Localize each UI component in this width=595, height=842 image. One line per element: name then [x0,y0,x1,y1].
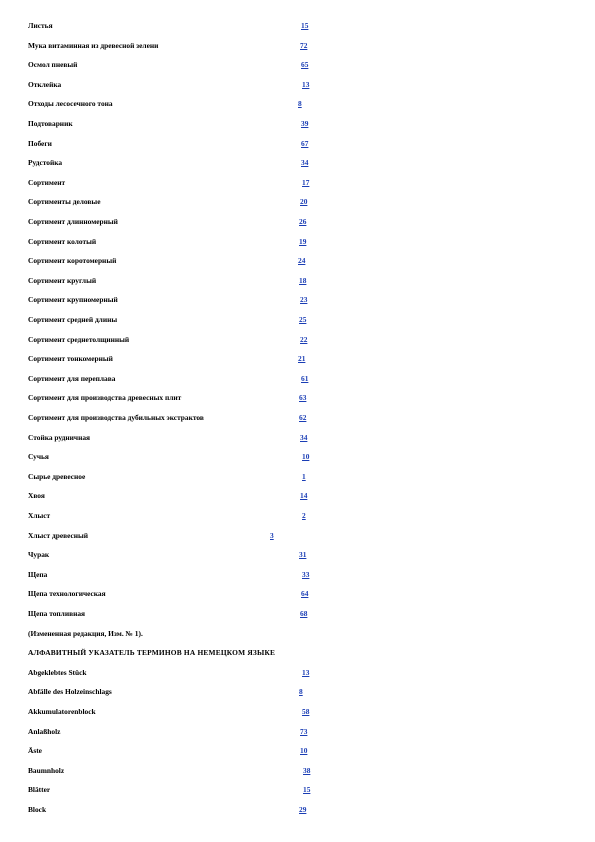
index-entry [28,314,348,326]
index-entry [28,745,348,757]
index-term: Сортименты деловые [28,197,101,207]
page-reference-link[interactable]: 15 [301,21,309,30]
index-term: Abgeklebtes Stück [28,667,87,677]
page-reference-link[interactable]: 24 [298,256,306,266]
page-reference-link[interactable]: 22 [300,334,308,344]
page-reference-link[interactable]: 26 [299,217,307,226]
german-index-heading: АЛФАВИТНЫЙ УКАЗАТЕЛЬ ТЕРМИНОВ НА НЕМЕЦКОМ ЯЗЫКЕ [28,648,276,658]
index-term: Akkumulatorenblock [28,707,96,716]
index-entry [28,353,348,365]
index-term: Сортимент длинномерный [28,217,118,226]
page-reference-link[interactable]: 72 [300,40,308,50]
index-entry [28,216,348,228]
index-entry [28,157,348,169]
index-term: Сортимент [28,177,66,187]
page-reference-link[interactable]: 73 [300,726,308,736]
index-term: Мука витаминная из древесной зелени [28,40,159,50]
index-entry [28,608,348,620]
index-entry [28,726,348,738]
page-reference-link[interactable]: 21 [298,354,306,364]
page-reference-link[interactable]: 1 [302,471,306,481]
page-reference-link[interactable]: 39 [301,119,309,128]
index-term: Отходы лесосечного тона [28,99,113,109]
index-term: Хвоя [28,491,45,501]
page-reference-link[interactable]: 13 [302,667,310,677]
index-entry [28,471,348,483]
page-reference-link[interactable]: 64 [301,589,309,599]
page-reference-link[interactable]: 13 [302,79,310,89]
page-reference-link[interactable]: 67 [301,138,309,148]
index-term: Abfälle des Holzeinschlags [28,687,112,697]
index-term: Рудстойка [28,158,63,168]
index-term: Щепа технологическая [28,589,106,599]
page-reference-link[interactable]: 34 [301,158,309,168]
index-term: Сортимент тонкомерный [28,354,113,364]
page-reference-link[interactable]: 68 [300,609,308,618]
index-entry [28,59,348,71]
index-term: Подтоварник [28,119,73,128]
index-term: Осмол пневый [28,60,78,70]
page-reference-link[interactable]: 31 [299,550,307,560]
index-entry [28,275,348,287]
index-entry [28,177,348,189]
page-reference-link[interactable]: 33 [302,569,310,579]
index-entry [28,20,348,32]
page-reference-link[interactable]: 14 [300,491,308,501]
page-reference-link[interactable]: 19 [299,236,307,246]
index-term: Baumnholz [28,765,65,775]
index-term: Стойка рудничная [28,432,91,442]
index-term: Побеги [28,138,52,148]
page-reference-link[interactable]: 58 [302,707,310,716]
index-term: Отклейка [28,79,62,89]
page-reference-link[interactable]: 2 [302,511,306,520]
page-reference-link[interactable]: 65 [301,60,309,70]
page-reference-link[interactable]: 29 [299,805,307,814]
index-term: Äste [28,746,42,756]
index-entry [28,530,348,542]
index-entry [28,451,348,463]
index-entry [28,686,348,698]
index-entry [28,588,348,600]
index-entry [28,392,348,404]
index-entry [28,196,348,208]
index-term: Сортимент среднетолщинный [28,334,130,344]
index-entry [28,98,348,110]
index-term: Сучья [28,452,49,462]
index-entry [28,373,348,385]
index-entry [28,569,348,581]
index-entry [28,255,348,267]
page-reference-link[interactable]: 8 [298,99,302,109]
index-term: Block [28,805,47,814]
index-entry [28,667,348,679]
index-term: Сортимент для переплава [28,373,116,383]
index-term: Щепа топливная [28,609,86,618]
index-entry [28,40,348,52]
index-entry [28,79,348,91]
page-reference-link[interactable]: 10 [300,746,308,756]
index-term: Сортимент крупномерный [28,295,118,305]
index-term: Хлыст древесный [28,530,89,540]
page-reference-link[interactable]: 61 [301,373,309,383]
page-reference-link[interactable]: 23 [300,295,308,305]
page-reference-link[interactable]: 8 [299,687,303,697]
index-entry [28,765,348,777]
index-term: Сортимент средней длины [28,315,118,324]
index-term: Чурак [28,550,50,560]
index-entry [28,138,348,150]
index-term: Сортимент круглый [28,275,97,285]
index-term: Сортимент для производства дубильных экстрактов [28,413,204,422]
index-term: Сырье древесное [28,471,86,481]
index-entry [28,490,348,502]
index-term: Anlaßholz [28,726,61,736]
index-term: Blätter [28,785,51,795]
index-term: Сортимент для производства древесных плит [28,393,182,403]
index-entry [28,804,348,816]
index-entry [28,412,348,424]
index-entry [28,118,348,130]
page-reference-link[interactable]: 3 [270,530,274,540]
index-entry [28,706,348,718]
page-reference-link[interactable]: 18 [299,275,307,285]
amendment-note: (Измененная редакция, Изм. № 1). [28,628,143,638]
page-reference-link[interactable]: 25 [299,315,307,324]
index-entry [28,294,348,306]
index-term: Щепа [28,569,48,579]
page-reference-link[interactable]: 17 [302,177,310,187]
index-term: Хлыст [28,511,51,520]
index-entry [28,334,348,346]
index-term: Листья [28,21,53,30]
page-reference-link[interactable]: 10 [302,452,310,462]
index-entry [28,549,348,561]
page-reference-link[interactable]: 38 [303,765,311,775]
index-entry [28,432,348,444]
page-reference-link[interactable]: 15 [303,785,311,795]
page-reference-link[interactable]: 34 [300,432,308,442]
index-entry [28,236,348,248]
index-entry [28,510,348,522]
page-reference-link[interactable]: 63 [299,393,307,403]
page-reference-link[interactable]: 62 [299,413,307,422]
page-reference-link[interactable]: 20 [300,197,308,207]
index-term: Сортимент колотый [28,236,97,246]
index-entry [28,784,348,796]
index-term: Сортимент коротомерный [28,256,117,266]
